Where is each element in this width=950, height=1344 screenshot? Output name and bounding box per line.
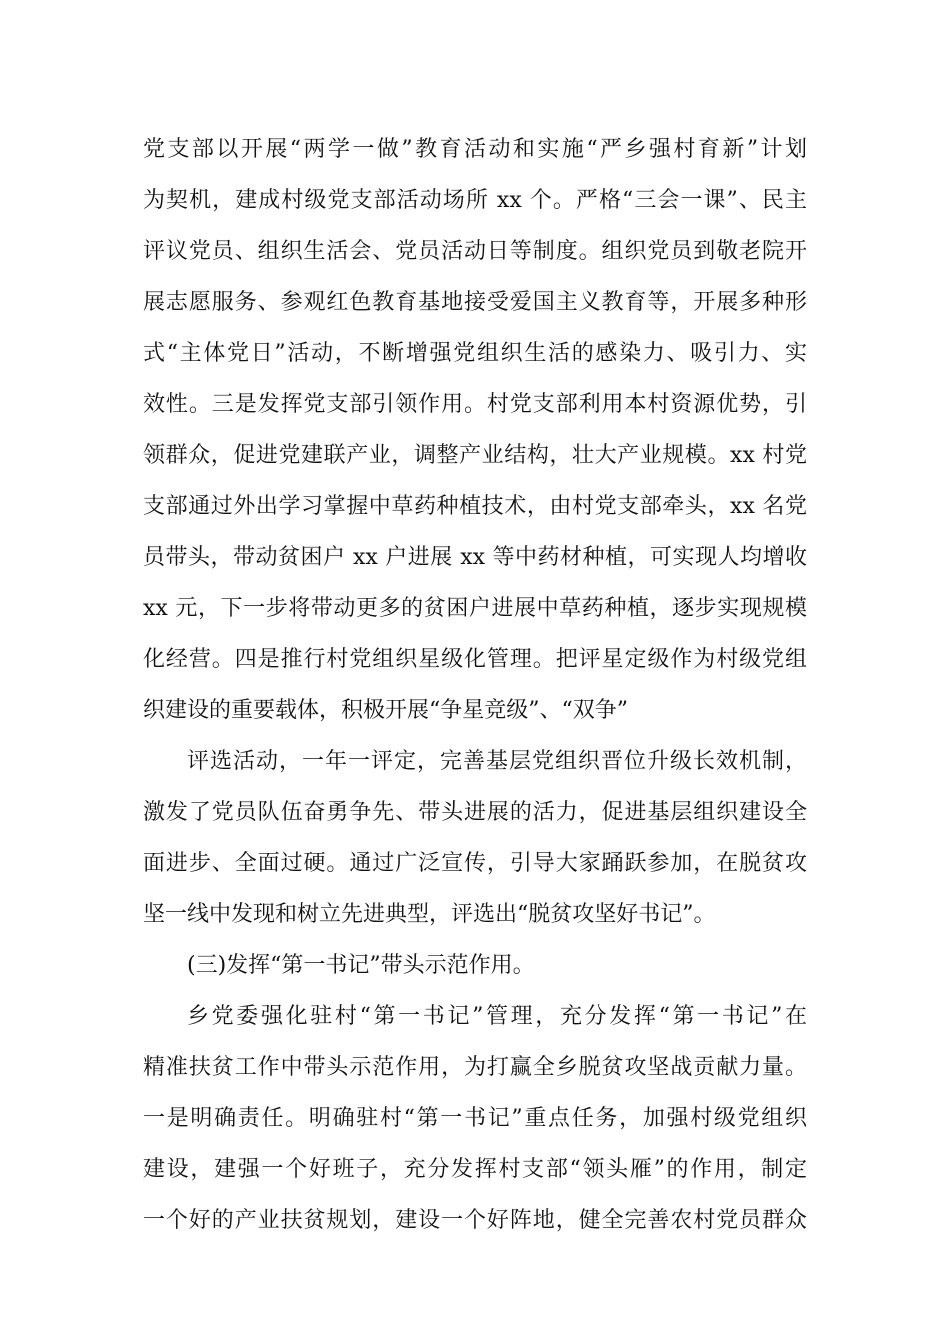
- text-line-13: 评选活动，一年一评定，完善基层党组织晋位升级长效机制，: [187, 749, 807, 774]
- text-line-9: 员带头，带动贫困户 xx 户进展 xx 等中药材种植，可实现人均增收: [143, 545, 807, 570]
- text-line-11: 化经营。四是推行村党组织星级化管理。把评星定级作为村级党组: [143, 647, 807, 672]
- text-line-5: 式“主体党日”活动，不断增强党组织生活的感染力、吸引力、实: [143, 341, 807, 366]
- text-line-20: 一是明确责任。明确驻村“第一书记”重点任务，加强村级党组织: [143, 1106, 807, 1131]
- text-line-8: 支部通过外出学习掌握中草药种植技术，由村党支部牵头，xx 名党: [143, 494, 807, 519]
- text-line-19: 精准扶贫工作中带头示范作用，为打赢全乡脱贫攻坚战贡献力量。: [143, 1055, 807, 1080]
- text-line-7: 领群众，促进党建联产业，调整产业结构，壮大产业规模。xx 村党: [143, 443, 807, 468]
- text-line-10: xx 元，下一步将带动更多的贫困户进展中草药种植，逐步实现规模: [143, 596, 807, 621]
- text-line-1: 党支部以开展“两学一做”教育活动和实施“严乡强村育新”计划: [143, 137, 807, 162]
- text-line-14: 激发了党员队伍奋勇争先、带头进展的活力，促进基层组织建设全: [143, 800, 807, 825]
- section-heading: (三)发挥“第一书记”带头示范作用。: [187, 953, 535, 978]
- text-line-22: 一个好的产业扶贫规划，建设一个好阵地，健全完善农村党员群众: [143, 1208, 807, 1233]
- text-line-3: 评议党员、组织生活会、党员活动日等制度。组织党员到敬老院开: [143, 239, 807, 264]
- text-line-16: 坚一线中发现和树立先进典型，评选出“脱贫攻坚好书记”。: [143, 902, 716, 927]
- text-line-4: 展志愿服务、参观红色教育基地接受爱国主义教育等，开展多种形: [143, 290, 807, 315]
- text-line-12: 织建设的重要载体，积极开展“争星竞级”、“双争”: [143, 698, 628, 723]
- text-line-18: 乡党委强化驻村“第一书记”管理，充分发挥“第一书记”在: [187, 1004, 807, 1029]
- text-line-6: 效性。三是发挥党支部引领作用。村党支部利用本村资源优势，引: [143, 392, 807, 417]
- text-line-21: 建设，建强一个好班子，充分发挥村支部“领头雁”的作用，制定: [143, 1157, 807, 1182]
- text-line-2: 为契机，建成村级党支部活动场所 xx 个。严格“三会一课”、民主: [143, 188, 807, 213]
- text-line-15: 面进步、全面过硬。通过广泛宣传，引导大家踊跃参加，在脱贫攻: [143, 851, 807, 876]
